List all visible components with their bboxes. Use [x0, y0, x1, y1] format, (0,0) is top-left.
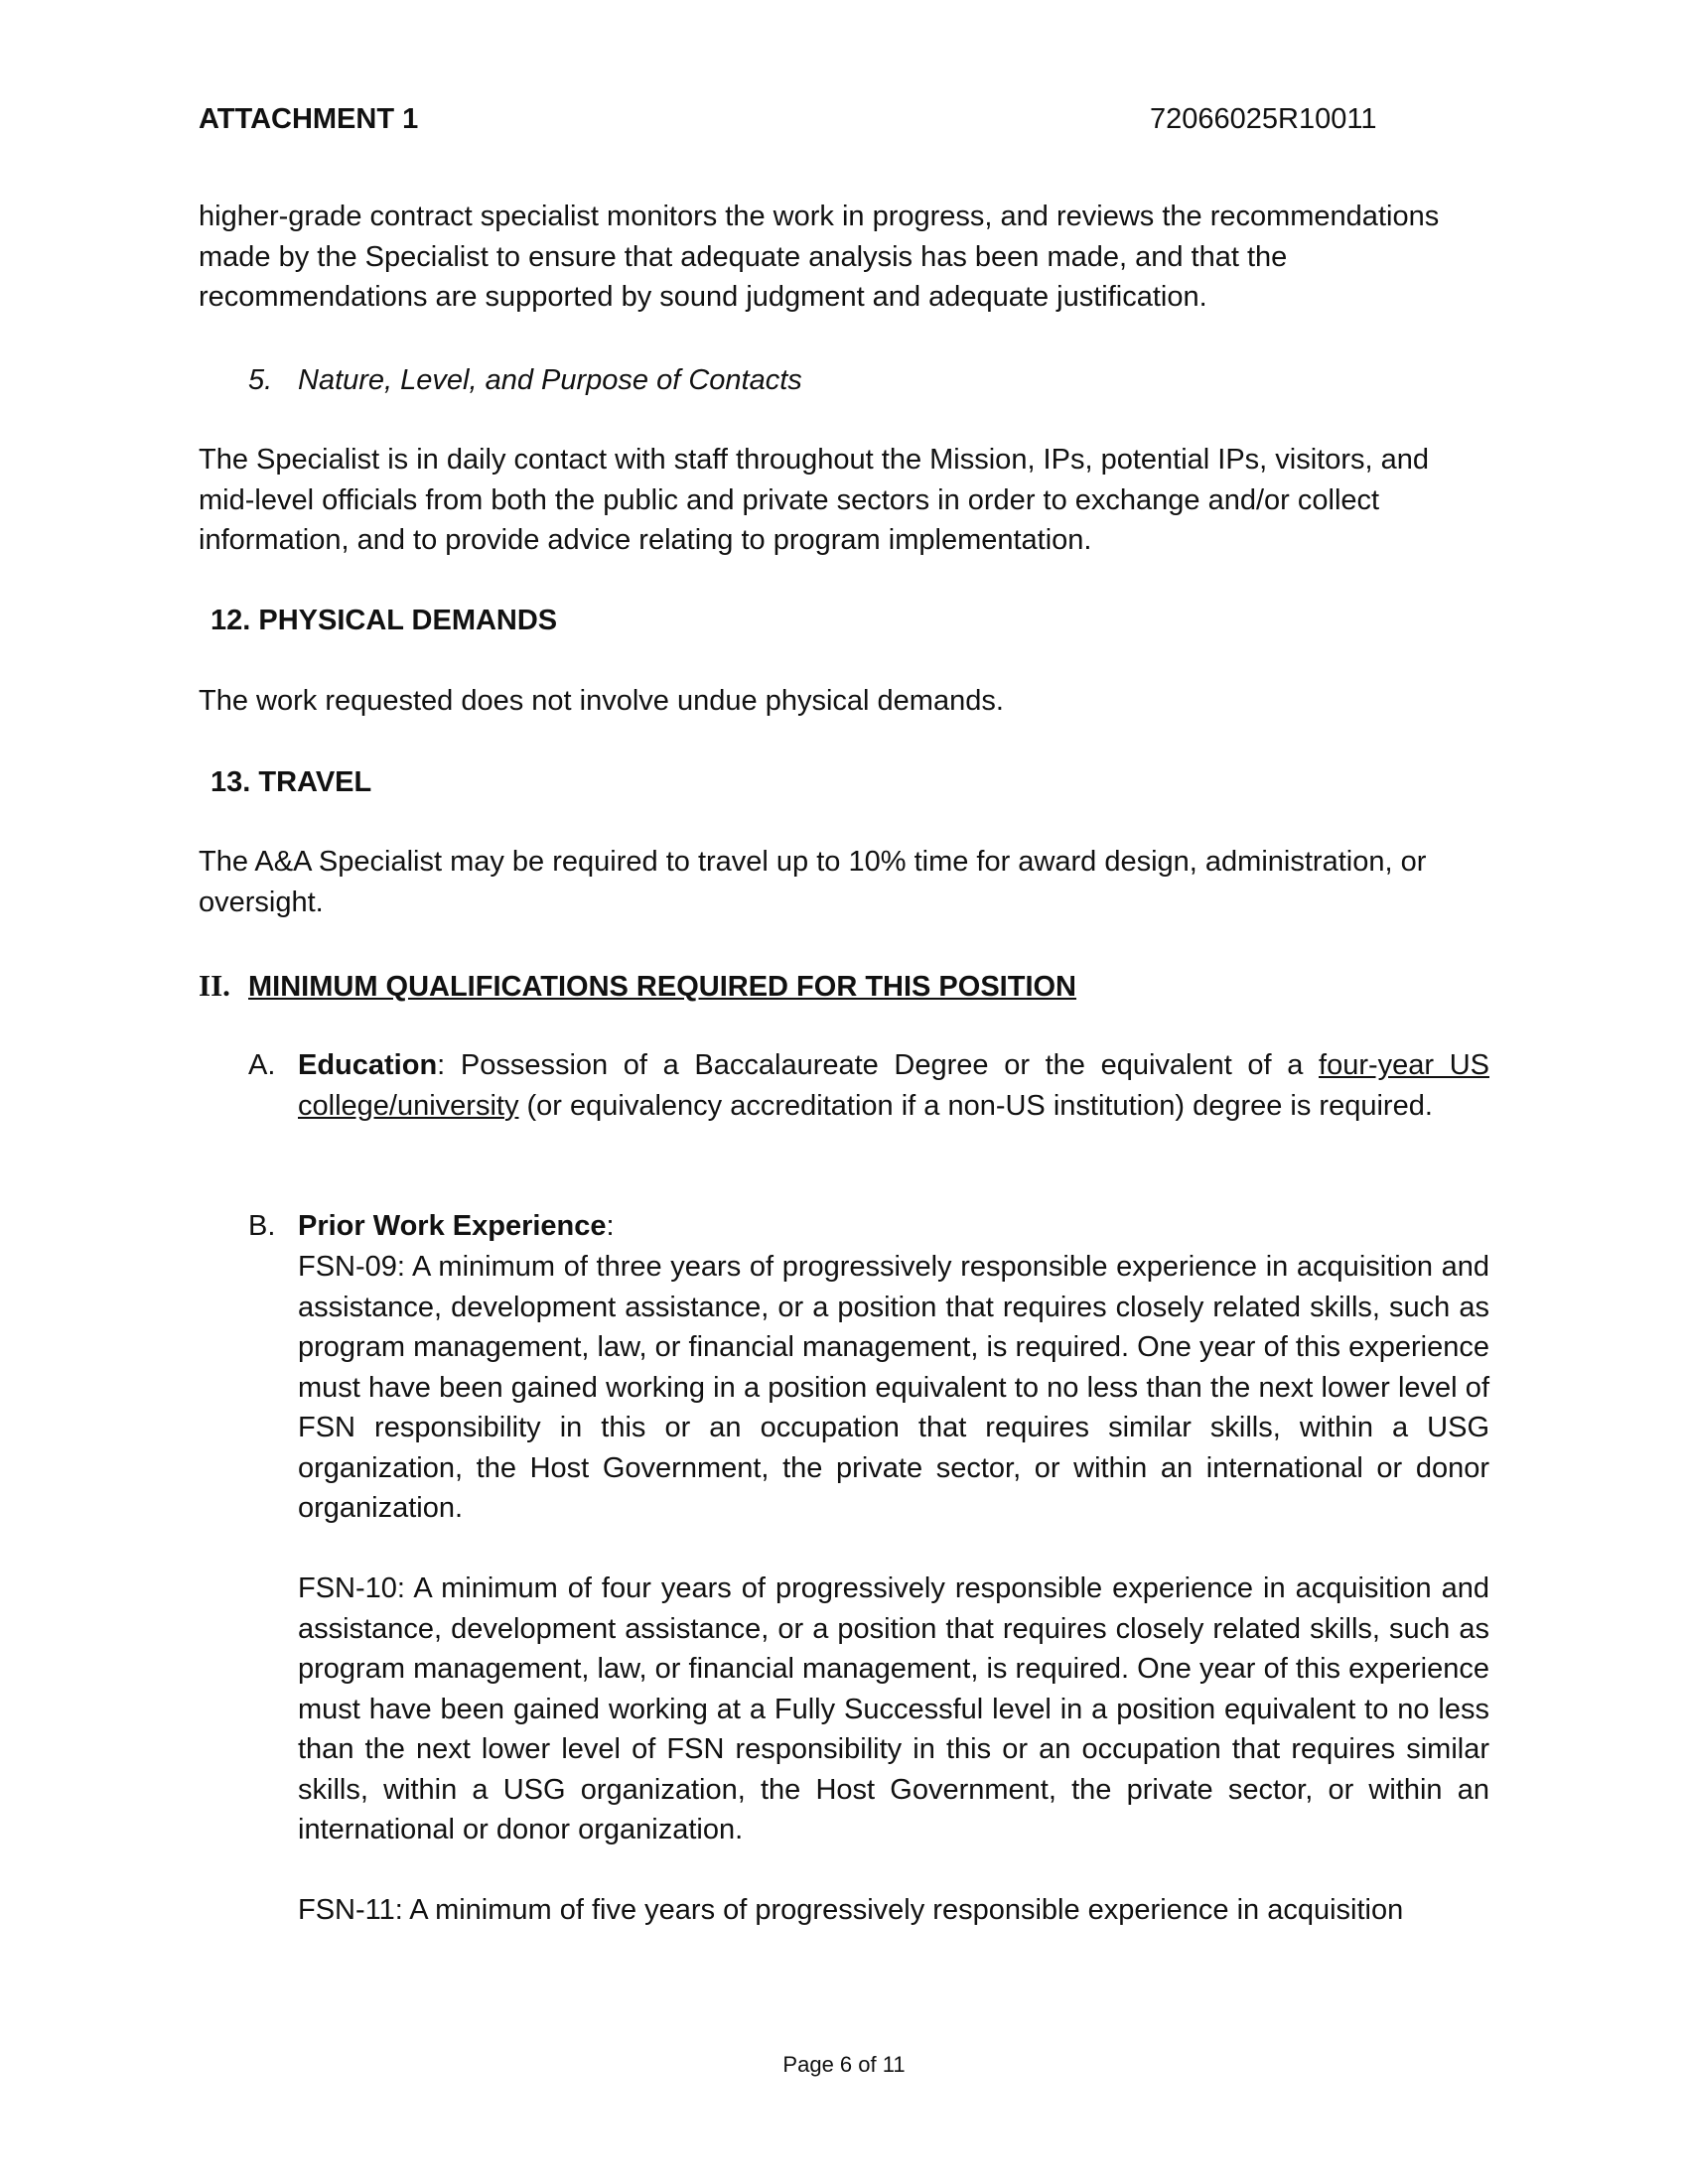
experience-label-line: [298, 1206, 1489, 1247]
education-text-before: : Possession of a Baccalaureate Degree or the equivalent of a: [437, 1049, 1320, 1081]
education-label: Education: [298, 1049, 438, 1081]
contacts-heading-number: 5.: [248, 364, 273, 396]
education-link-text: four-year US college/university: [298, 1049, 1489, 1122]
contacts-heading: [248, 360, 802, 401]
physical-demands-heading: 12. PHYSICAL DEMANDS: [211, 605, 558, 636]
qualifications-heading: [199, 966, 1076, 1008]
experience-marker: B.: [248, 1210, 276, 1242]
page-footer: Page 6 of 11: [782, 2052, 906, 2077]
education-text: [298, 1045, 1489, 1126]
qualifications-roman-numeral: II.: [199, 968, 230, 1003]
contacts-paragraph: The Specialist is in daily contact with staff throughout the Mission, IPs, potential IPs, visitors, and mid-level officials from both the public and private sectors in order to exchange and/or collect information, and to provide advice relating to program implementation.: [199, 444, 1430, 556]
experience-label: Prior Work Experience: [298, 1210, 607, 1242]
fsn10-paragraph: FSN-10: A minimum of four years of progressively responsible experience in acquisition and assistance, development assistance, or a position that requires closely related skills, such as program management, law, or financial management, is required. One year of this experience must have been gained working at a Fully Successful level in a position equivalent to no less than the next lower level of FSN responsibility in this or an occupation that requires similar skills, within a USG organization, the Host Government, the private sector, or within an international or donor organization.: [298, 1572, 1489, 1845]
fsn09-paragraph: FSN-09: A minimum of three years of progressively responsible experience in acquisition and assistance, development assistance, or a position that requires closely related skills, such as program management, law, or financial management, is required. One year of this experience must have been gained working in a position equivalent to no less than the next lower level of FSN responsibility in this or an occupation that requires similar skills, within a USG organization, the Host Government, the private sector, or within an international or donor organization.: [298, 1251, 1489, 1524]
education-text-after: (or equivalency accreditation if a non-US institution) degree is required.: [518, 1089, 1433, 1122]
page-header: [199, 99, 1390, 141]
fsn11-paragraph: FSN-11: A minimum of five years of progressively responsible experience in acquisition: [298, 1894, 1404, 1926]
intro-paragraph: higher-grade contract specialist monitors the work in progress, and reviews the recommendations made by the Specialist to ensure that adequate analysis has been made, and that the recommendations are supported by sound judgment and adequate justification.: [199, 201, 1440, 313]
travel-paragraph: The A&A Specialist may be required to travel up to 10% time for award design, administration, or oversight.: [199, 846, 1427, 918]
education-marker: A.: [248, 1049, 276, 1081]
physical-demands-paragraph: The work requested does not involve undue physical demands.: [199, 685, 1004, 717]
solicitation-number: 72066025R10011: [1150, 103, 1377, 135]
qualifications-title: MINIMUM QUALIFICATIONS REQUIRED FOR THIS POSITION: [248, 971, 1077, 1003]
travel-heading: 13. TRAVEL: [211, 766, 372, 798]
contacts-heading-text: Nature, Level, and Purpose of Contacts: [298, 364, 802, 396]
experience-label-suffix: :: [606, 1210, 615, 1242]
attachment-label: ATTACHMENT 1: [199, 103, 419, 135]
